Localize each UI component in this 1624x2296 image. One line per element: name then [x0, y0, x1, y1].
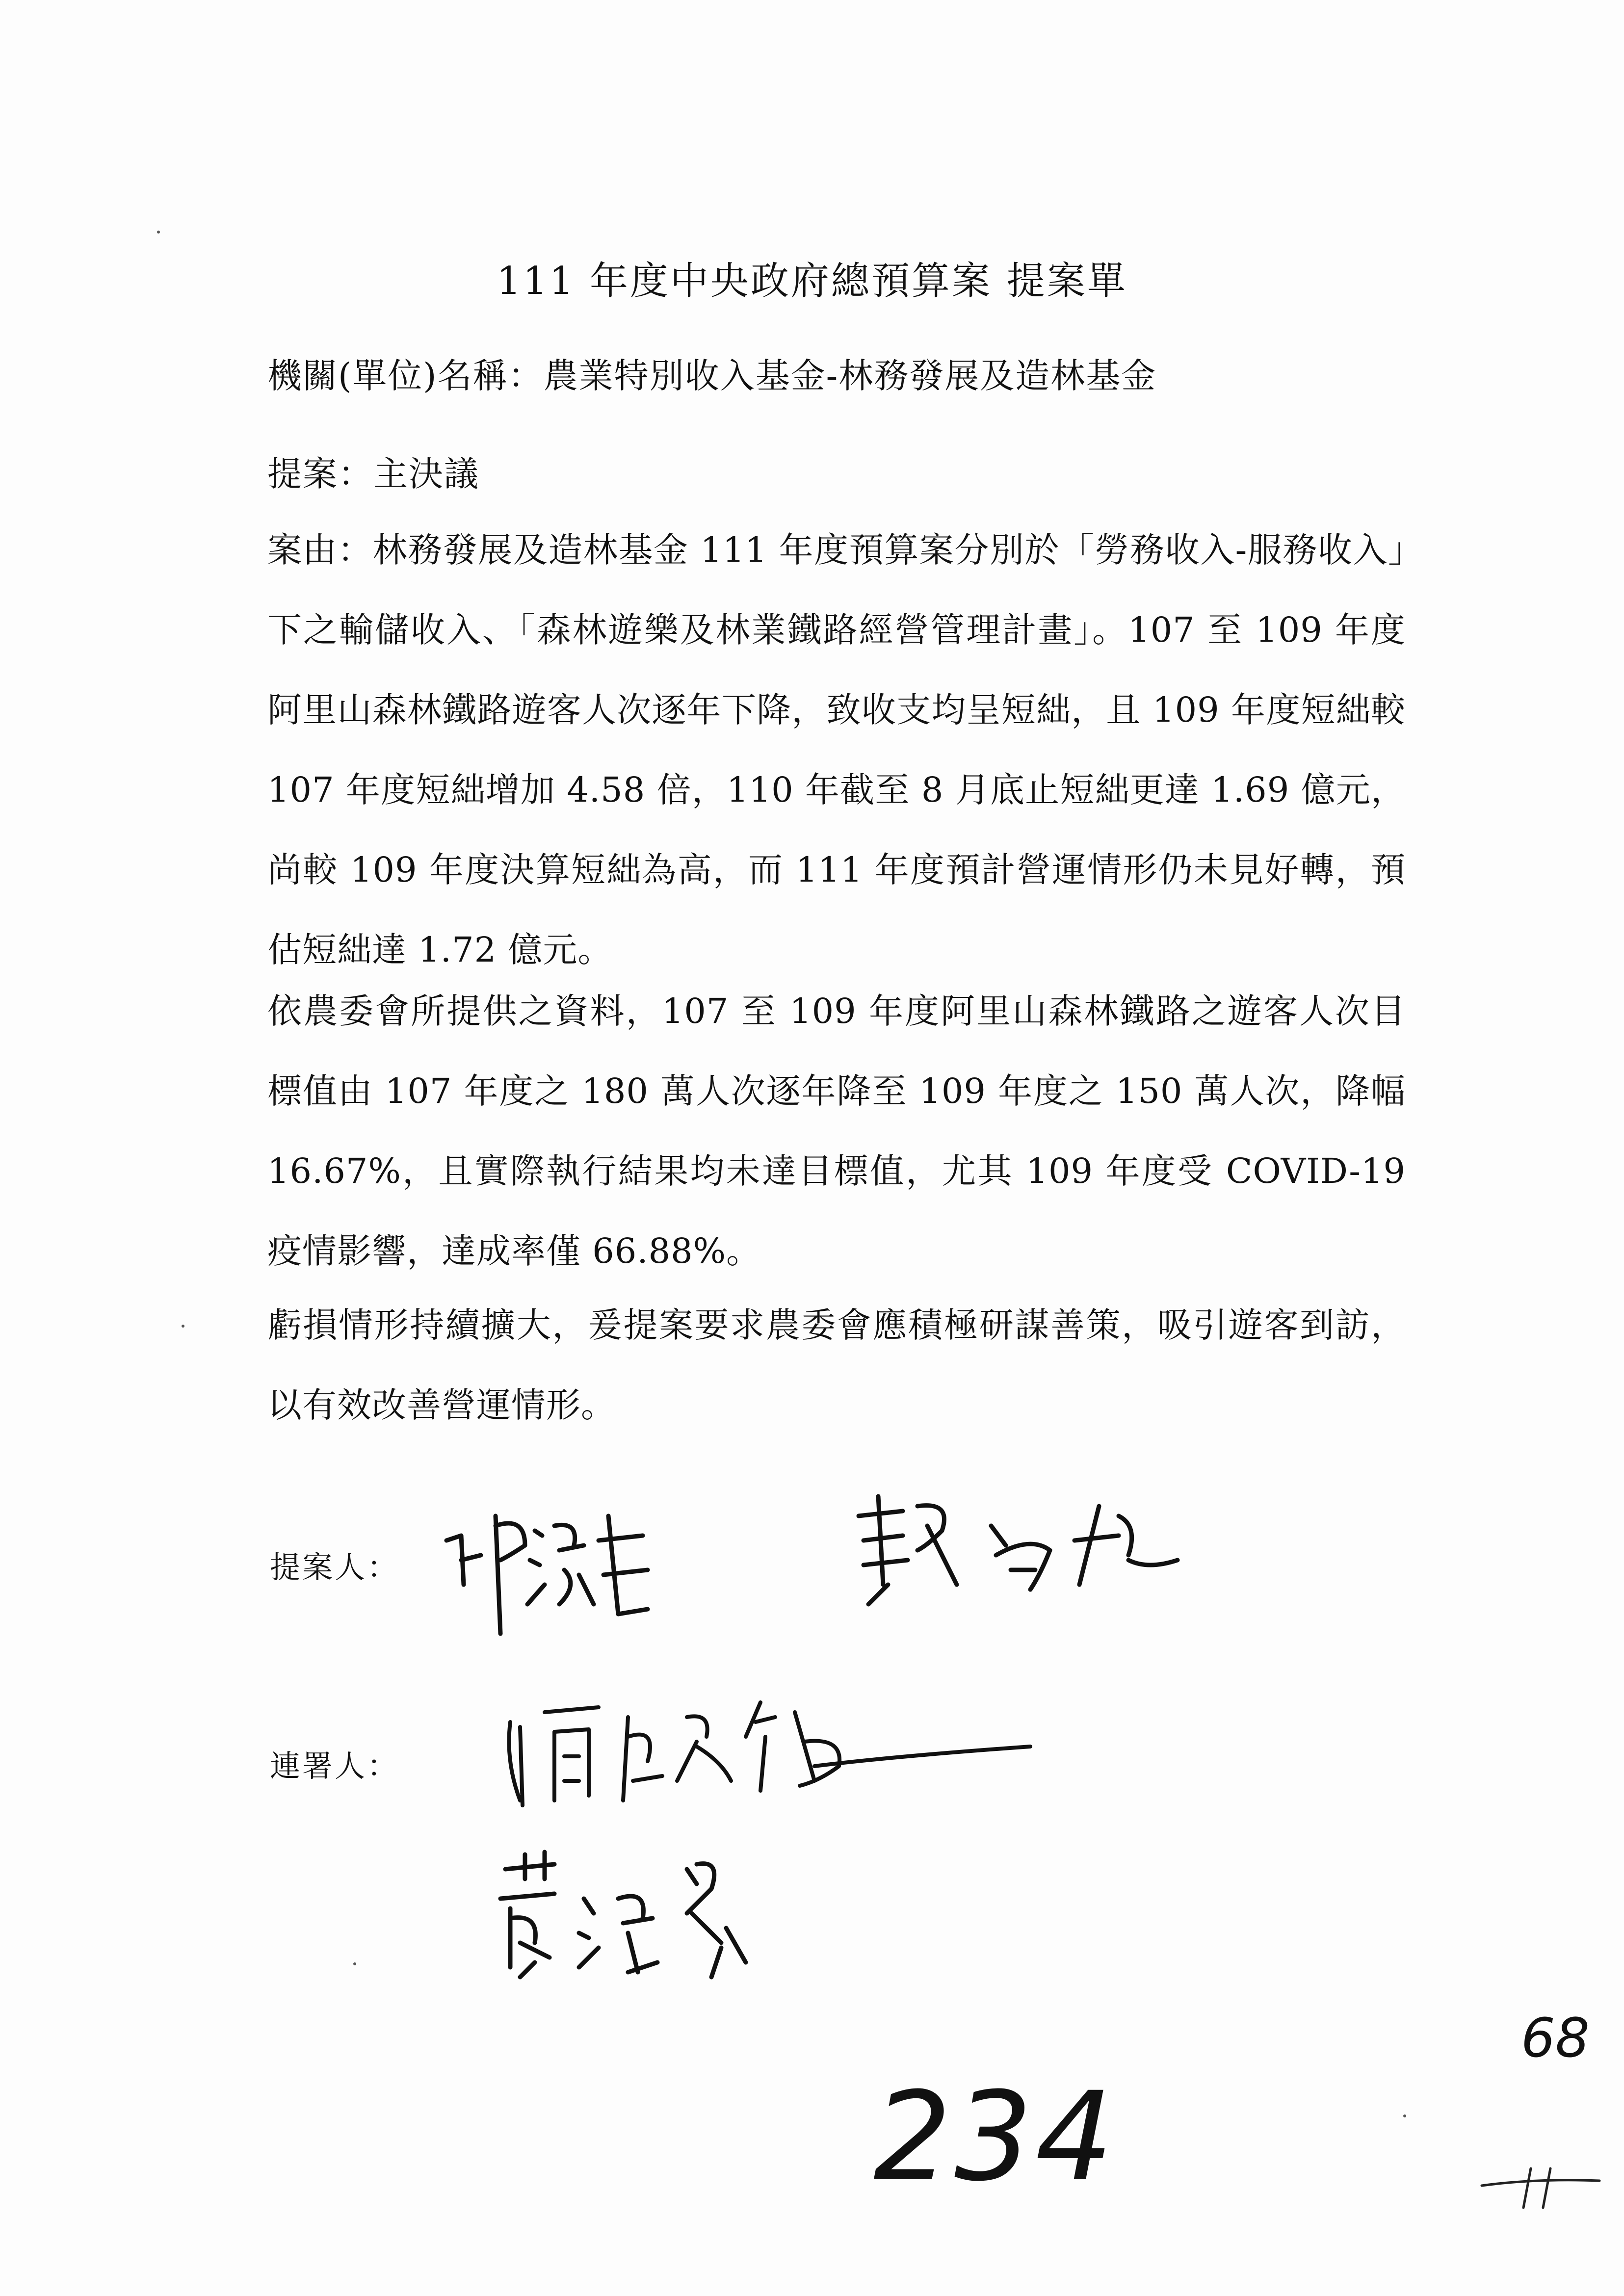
cosigner-signature-1 [500, 1683, 1040, 1825]
handwritten-page-number: 234 [873, 2065, 1117, 2208]
visitor-data-paragraph: 依農委會所提供之資料，107 至 109 年度阿里山森林鐵路之遊客人次目標值由 107 年度之 180 萬人次逐年降至 109 年度之 150 萬人次，降幅 16.67%，且實際執行結果均未達目標值，尤其 109 年度受 COVID-19 疫情影響，達成率僅 66.88%。 [267, 991, 1406, 1271]
scan-speck [1403, 2114, 1406, 2117]
document-title [0, 250, 1624, 305]
proposer-label: 提案人： [270, 1549, 400, 1585]
case-reason-paragraph: 案由：林務發展及造林基金 111 年度預算案分別於「勞務收入-服務收入」下之輸儲收入、「森林遊樂及林業鐵路經營管理計畫」。107 至 109 年度阿里山森林鐵路遊客人次逐年下降，致收支均呈短絀，且 109 年度短絀較 107 年度短絀增加 4.58 倍，110 年截至 8 月底止短絀更達 1.69 億元，尚較 109 年度決算短絀為高，而 111 年度預計營運情形仍未見好轉，預估短絀達 1.72 億元。 [267, 530, 1406, 970]
scan-speck [182, 1325, 184, 1328]
corner-page-number: 68 [1521, 2007, 1590, 2069]
cosigner-signature-2 [491, 1845, 775, 1992]
agency-line: 機關(單位)名稱：農業特別收入基金-林務發展及造林基金 [267, 356, 1157, 396]
scan-speck [157, 231, 160, 234]
cosigner-label: 連署人： [270, 1748, 400, 1784]
proposal-type-line: 提案：主決議 [267, 454, 479, 494]
scan-speck [353, 1962, 356, 1965]
request-paragraph: 虧損情形持續擴大，爰提案要求農委會應積極研謀善策，吸引遊客到訪，以有效改善營運情形。 [267, 1305, 1406, 1425]
proposer-signature-1 [432, 1487, 667, 1648]
title-main: 111 年度中央政府總預算案 [497, 259, 992, 303]
corner-tally-mark [1477, 2159, 1604, 2219]
title-suffix: 提案單 [1006, 259, 1127, 303]
proposer-signature-2 [844, 1487, 1197, 1614]
